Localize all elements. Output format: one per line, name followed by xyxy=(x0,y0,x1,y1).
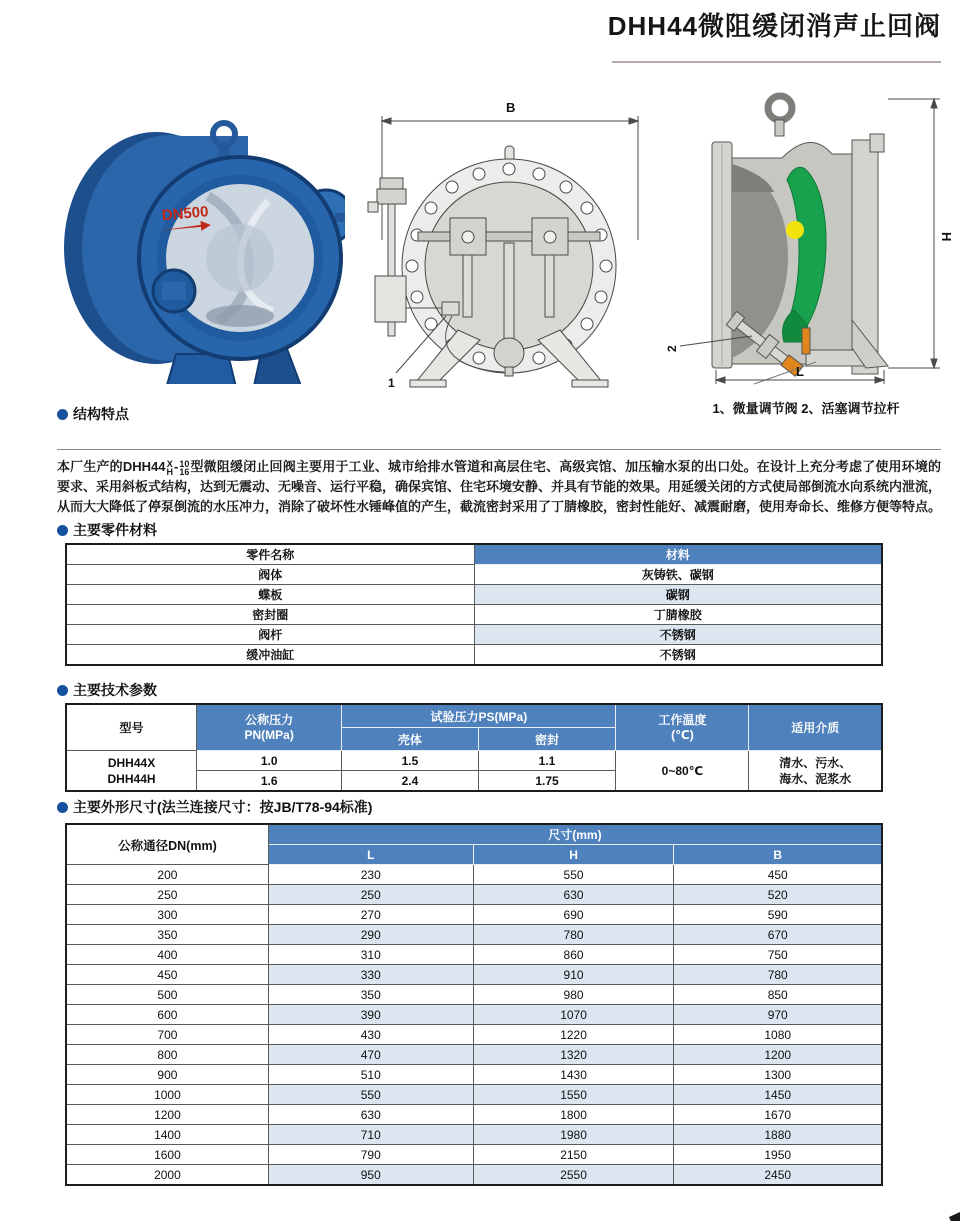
column-header-L: L xyxy=(268,845,473,865)
table-cell: 1950 xyxy=(674,1145,882,1165)
table-cell: 550 xyxy=(473,865,674,885)
column-header-ps: 试验压力PS(MPa) xyxy=(342,704,616,728)
column-header-temp: 工作温度 (℃) xyxy=(616,704,749,751)
dim-label-h: H xyxy=(939,232,954,242)
section-heading-label: 结构特点 xyxy=(73,406,129,422)
figure-caption: 1、微量调节阀 2、活塞调节拉杆 xyxy=(712,401,900,416)
table-cell: 600 xyxy=(66,1005,268,1025)
table-cell: 500 xyxy=(66,985,268,1005)
section-heading-label: 主要外形尺寸(法兰连接尺寸：按JB/T78-94标准) xyxy=(73,799,373,815)
table-cell: 550 xyxy=(268,1085,473,1105)
table-cell: 690 xyxy=(473,905,674,925)
table-cell: 1.1 xyxy=(478,751,616,771)
page-title: DHH44微阻缓闭消声止回阀 xyxy=(607,11,941,41)
page-corner-artifact xyxy=(949,1212,960,1221)
column-header-dn: 公称通径DN(mm) xyxy=(66,824,268,865)
table-cell: 290 xyxy=(268,925,473,945)
table-cell: 阀杆 xyxy=(66,625,474,645)
table-cell: 780 xyxy=(473,925,674,945)
table-row xyxy=(66,945,882,965)
table-row xyxy=(66,625,882,645)
table-cell: 2000 xyxy=(66,1165,268,1186)
table-header-row xyxy=(66,824,882,845)
table-cell: 1670 xyxy=(674,1105,882,1125)
table-cell: 200 xyxy=(66,865,268,885)
table-row xyxy=(66,925,882,945)
table-row xyxy=(66,1045,882,1065)
table-row xyxy=(66,1105,882,1125)
table-cell: 缓冲油缸 xyxy=(66,645,474,666)
model-fraction-xh: X H xyxy=(166,459,173,477)
table-row xyxy=(66,751,882,771)
table-cell: 590 xyxy=(674,905,882,925)
table-row xyxy=(66,865,882,885)
column-header-material: 材料 xyxy=(474,544,882,565)
table-cell: 1.0 xyxy=(197,751,342,771)
section-bullet-icon xyxy=(57,525,68,536)
table-header-row xyxy=(66,544,882,565)
front-view-body xyxy=(368,146,616,387)
table-row xyxy=(66,585,882,605)
table-cell: 330 xyxy=(268,965,473,985)
table-cell: 850 xyxy=(674,985,882,1005)
table-row xyxy=(66,1145,882,1165)
column-header-part-name: 零件名称 xyxy=(66,544,474,565)
table-row xyxy=(66,905,882,925)
table-cell: 350 xyxy=(268,985,473,1005)
table-cell: 1300 xyxy=(674,1065,882,1085)
table-cell: 不锈钢 xyxy=(474,645,882,666)
table-row xyxy=(66,1005,882,1025)
table-row xyxy=(66,1065,882,1085)
callout-1-label: 1 xyxy=(388,376,395,390)
column-header-pn: 公称压力 PN(MPa) xyxy=(197,704,342,751)
table-cell: 1980 xyxy=(473,1125,674,1145)
table-cell: 1320 xyxy=(473,1045,674,1065)
table-cell: 2150 xyxy=(473,1145,674,1165)
dimensions-table xyxy=(65,823,883,1186)
table-cell: 860 xyxy=(473,945,674,965)
table-cell: 1880 xyxy=(674,1125,882,1145)
table-cell: 碳钢 xyxy=(474,585,882,605)
table-cell: 390 xyxy=(268,1005,473,1025)
table-header-row xyxy=(66,704,882,728)
section-bullet-icon xyxy=(57,409,68,420)
table-cell: 300 xyxy=(66,905,268,925)
column-header-size: 尺寸(mm) xyxy=(268,824,882,845)
column-header-B: B xyxy=(674,845,882,865)
table-cell: 970 xyxy=(674,1005,882,1025)
table-cell: 1600 xyxy=(66,1145,268,1165)
table-cell: 520 xyxy=(674,885,882,905)
temp-cell: 0~80℃ xyxy=(616,751,749,792)
table-row xyxy=(66,1165,882,1186)
table-cell: 1450 xyxy=(674,1085,882,1105)
section-body xyxy=(712,96,888,384)
section-heading-tech xyxy=(57,680,157,700)
table-cell: 阀体 xyxy=(66,565,474,585)
table-cell: 250 xyxy=(66,885,268,905)
table-cell: 密封圈 xyxy=(66,605,474,625)
table-cell: 1400 xyxy=(66,1125,268,1145)
valve-photo-body xyxy=(64,123,345,384)
table-cell: 790 xyxy=(268,1145,473,1165)
table-row xyxy=(66,1025,882,1045)
table-cell: 2550 xyxy=(473,1165,674,1186)
table-cell: 灰铸铁、碳钢 xyxy=(474,565,882,585)
dim-label-b: B xyxy=(506,100,516,115)
features-body: 型微阻缓闭止回阀主要用于工业、城市给排水管道和高层住宅、高级宾馆、加压输水泵的出口处。在设计上充分考虑了使用环境的要求、采用斜板式结构，达到无震动、无噪音、运行平稳，确保宾馆、住宅环境安静、并具有节能的效果。用延缓关闭的方式使局部倒流水向系统内泄流，从而大大降低了停泵倒流的水压冲力，消除了破坏性水锤峰值的产生，截流密封采用了丁腈橡胶，密封性能好、减震耐磨，使用寿命长、维修方便等特点。 xyxy=(57,459,942,514)
materials-table xyxy=(65,543,883,666)
column-header-H: H xyxy=(473,845,674,865)
table-row xyxy=(66,1125,882,1145)
table-cell: 800 xyxy=(66,1045,268,1065)
column-header-medium: 适用介质 xyxy=(749,704,882,751)
dim-label-l: L xyxy=(796,364,804,379)
table-cell: 670 xyxy=(674,925,882,945)
table-cell: 630 xyxy=(473,885,674,905)
features-intro: 本厂生产的DHH44 xyxy=(57,459,166,474)
table-cell: 950 xyxy=(268,1165,473,1186)
table-cell: 1220 xyxy=(473,1025,674,1045)
section-heading-label: 主要零件材料 xyxy=(73,522,157,538)
table-row xyxy=(66,645,882,666)
table-cell: 470 xyxy=(268,1045,473,1065)
table-cell: 1070 xyxy=(473,1005,674,1025)
table-cell: 不锈钢 xyxy=(474,625,882,645)
medium-cell: 清水、污水、 海水、泥浆水 xyxy=(749,751,882,792)
section-heading-materials xyxy=(57,520,157,540)
section-heading-label: 主要技术参数 xyxy=(73,682,157,698)
table-cell: 750 xyxy=(674,945,882,965)
table-cell: 710 xyxy=(268,1125,473,1145)
photo-dn-marking: DN500 xyxy=(161,203,210,225)
table-cell: 400 xyxy=(66,945,268,965)
table-cell: 430 xyxy=(268,1025,473,1045)
table-cell: 1.6 xyxy=(197,771,342,792)
table-cell: 980 xyxy=(473,985,674,1005)
table-cell: 510 xyxy=(268,1065,473,1085)
table-row xyxy=(66,885,882,905)
callout-2-label: 2 xyxy=(665,345,679,352)
table-cell: 780 xyxy=(674,965,882,985)
table-row xyxy=(66,605,882,625)
column-header-model: 型号 xyxy=(66,704,197,751)
product-photo xyxy=(58,86,345,384)
table-row xyxy=(66,985,882,1005)
table-cell: 蝶板 xyxy=(66,585,474,605)
table-cell: 1800 xyxy=(473,1105,674,1125)
table-cell: 1.5 xyxy=(342,751,478,771)
column-header-shell: 壳体 xyxy=(342,728,478,751)
dimensions-table-body xyxy=(66,865,882,1186)
table-row xyxy=(66,565,882,585)
table-cell: 910 xyxy=(473,965,674,985)
table-cell: 1.75 xyxy=(478,771,616,792)
table-cell: 900 xyxy=(66,1065,268,1085)
table-cell: 1200 xyxy=(674,1045,882,1065)
table-cell: 1000 xyxy=(66,1085,268,1105)
table-cell: 2450 xyxy=(674,1165,882,1186)
tech-params-table xyxy=(65,703,883,792)
fraction-joiner: - xyxy=(173,459,179,474)
table-cell: 630 xyxy=(268,1105,473,1125)
section-bullet-icon xyxy=(57,685,68,696)
section-bullet-icon xyxy=(57,802,68,813)
table-cell: 2.4 xyxy=(342,771,478,792)
materials-table-body xyxy=(66,565,882,666)
table-row xyxy=(66,965,882,985)
table-cell: 450 xyxy=(66,965,268,985)
title-underline xyxy=(612,61,941,63)
front-view-drawing xyxy=(366,90,654,393)
section-heading-features xyxy=(57,404,129,424)
table-cell: 1550 xyxy=(473,1085,674,1105)
model-fraction-1016: 10 16 xyxy=(179,459,190,477)
table-cell: 230 xyxy=(268,865,473,885)
table-row xyxy=(66,1085,882,1105)
table-cell: 丁腈橡胶 xyxy=(474,605,882,625)
table-cell: 700 xyxy=(66,1025,268,1045)
column-header-seal: 密封 xyxy=(478,728,616,751)
table-cell: 1200 xyxy=(66,1105,268,1125)
cross-section-drawing xyxy=(656,80,960,394)
section-heading-dims xyxy=(57,797,372,817)
features-paragraph xyxy=(57,449,941,517)
table-cell: 310 xyxy=(268,945,473,965)
section-dimension-H xyxy=(888,99,940,368)
model-cell: DHH44X DHH44H xyxy=(66,751,197,792)
table-cell: 1430 xyxy=(473,1065,674,1085)
table-cell: 350 xyxy=(66,925,268,945)
table-cell: 450 xyxy=(674,865,882,885)
table-cell: 270 xyxy=(268,905,473,925)
table-cell: 250 xyxy=(268,885,473,905)
table-cell: 1080 xyxy=(674,1025,882,1045)
